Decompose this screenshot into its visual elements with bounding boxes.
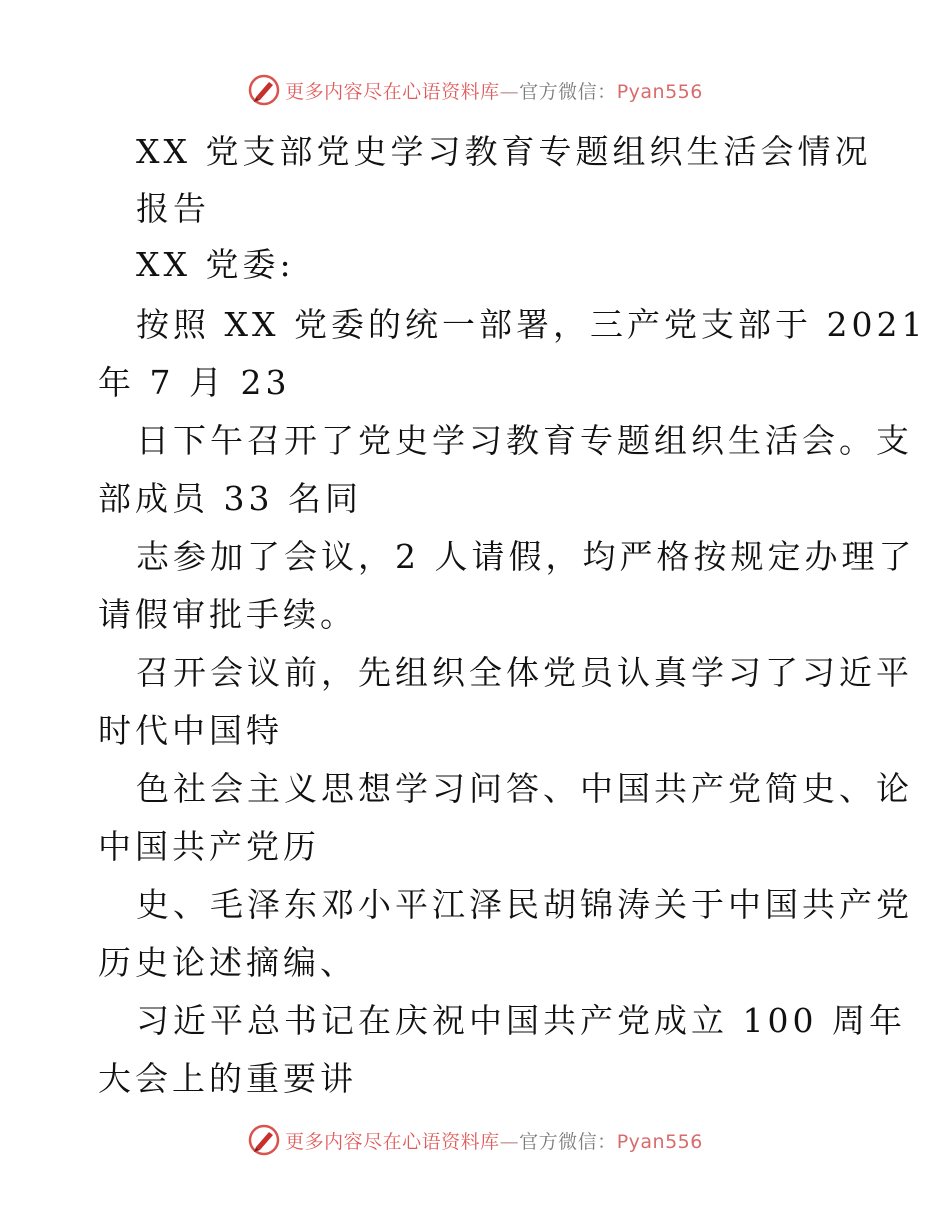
doc-title-line-2: 报告	[136, 189, 210, 228]
doc-paragraph-line: 按照 XX 党委的统一部署，三产党支部于 2021	[136, 305, 927, 344]
doc-paragraph-line: 大会上的重要讲	[98, 1059, 357, 1098]
doc-paragraph-line: 召开会议前，先组织全体党员认真学习了习近平	[136, 653, 913, 692]
doc-paragraph-line: 时代中国特	[98, 711, 283, 750]
doc-paragraph-line: 历史论述摘编、	[98, 943, 357, 982]
pen-badge-icon	[247, 73, 281, 107]
footer-watermark	[0, 1118, 950, 1162]
doc-salutation: XX 党委:	[136, 245, 295, 284]
doc-paragraph-line: 部成员 33 名同	[98, 479, 362, 518]
watermark-text	[285, 1127, 703, 1154]
doc-paragraph-line: 志参加了会议，2 人请假，均严格按规定办理了	[136, 537, 916, 576]
doc-paragraph-line: 色社会主义思想学习问答、中国共产党简史、论	[136, 769, 913, 808]
doc-paragraph-line: 请假审批手续。	[98, 595, 357, 634]
doc-paragraph-line: 日下午召开了党史学习教育专题组织生活会。支	[136, 421, 913, 460]
watermark-label: 官方微信：	[519, 80, 617, 103]
document-body	[98, 120, 927, 1110]
header-watermark	[0, 68, 950, 112]
watermark-text	[285, 77, 703, 104]
watermark-separator: —	[499, 1130, 520, 1153]
watermark-main-text: 更多内容尽在心语资料库	[285, 1130, 500, 1153]
watermark-label: 官方微信：	[519, 1130, 617, 1153]
doc-paragraph-line: 中国共产党历	[98, 827, 320, 866]
pen-badge-icon	[247, 1123, 281, 1157]
doc-paragraph-line: 习近平总书记在庆祝中国共产党成立 100 周年	[136, 1001, 906, 1040]
doc-title-line-1: XX 党支部党史学习教育专题组织生活会情况	[136, 132, 872, 171]
watermark-wechat-id: Pyan556	[616, 80, 703, 103]
doc-paragraph-line: 年 7 月 23	[98, 363, 291, 402]
watermark-main-text: 更多内容尽在心语资料库	[285, 80, 500, 103]
watermark-separator: —	[499, 80, 520, 103]
watermark-wechat-id: Pyan556	[616, 1130, 703, 1153]
doc-paragraph-line: 史、毛泽东邓小平江泽民胡锦涛关于中国共产党	[136, 885, 913, 924]
